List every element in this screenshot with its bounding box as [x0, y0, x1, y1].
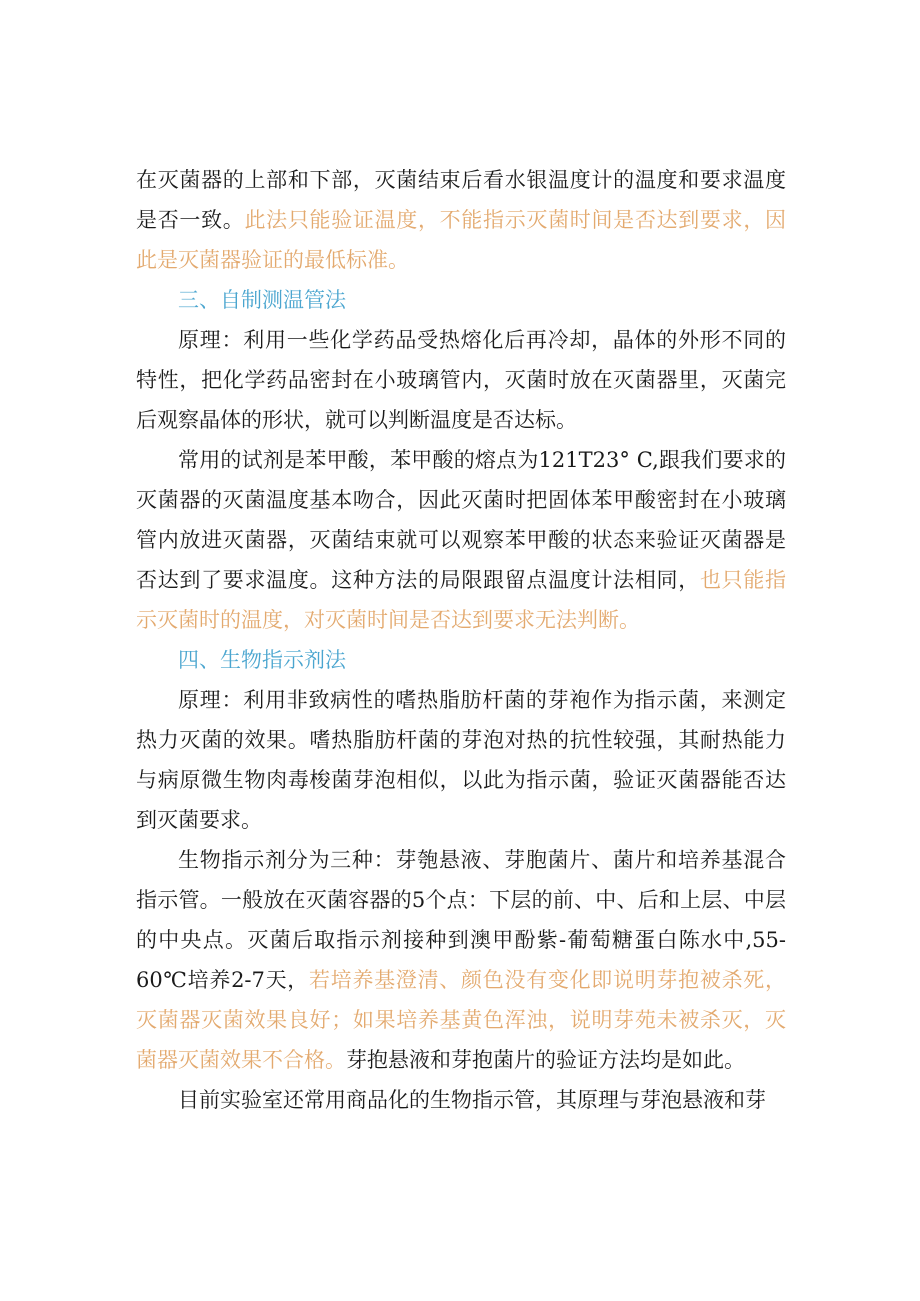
highlighted-text: 也只能指示灭菌时的温度，对灭菌时间是否达到要求无法判断。: [136, 568, 787, 632]
paragraph-text: 原理：利用一些化学药品受热熔化后再冷却，晶体的外形不同的特性，把化学药品密封在小玻璃管内，灭菌时放在灭菌器里，灭菌完后观察晶体的形状，就可以判断温度是否达标。: [136, 328, 786, 432]
body-paragraph: [136, 440, 786, 640]
paragraph-text: 四、生物指示剂法: [178, 648, 346, 672]
paragraph-text: 原理：利用非致病性的嗜热脂肪杆菌的芽袍作为指示菌，来测定热力灭菌的效果。嗜热脂肪杆菌的芽泡对热的抗性较强，其耐热能力与病原微生物肉毒梭菌芽泡相似，以此为指示菌，验证灭菌器能否达到灭菌要求。: [136, 688, 786, 832]
section-heading: [136, 640, 786, 680]
paragraph-text: 目前实验室还常用商品化的生物指示管，其原理与芽泡悬液和芽: [178, 1088, 766, 1112]
document-body: [136, 160, 786, 1120]
highlighted-text: 此法只能验证温度，不能指示灭菌时间是否达到要求，因此是灭菌器验证的最低标准。: [136, 208, 787, 272]
body-paragraph: [136, 680, 786, 840]
highlighted-text: 若培养基澄清、颜色没有变化即说明芽抱被杀死，灭菌器灭菌效果良好；如果培养基黄色浑浊，说明芽苑未被杀灭，灭菌器灭菌效果不合格。: [136, 968, 787, 1072]
body-paragraph: [136, 1080, 786, 1120]
body-paragraph: [136, 840, 786, 1080]
section-heading: [136, 280, 786, 320]
paragraph-text: 在灭菌器的上部和下部，灭菌结束后看水银温度计的温度和要求温度是否一致。: [136, 168, 786, 232]
paragraph-text: 芽抱悬液和芽抱菌片的验证方法均是如此。: [346, 1048, 745, 1072]
paragraph-text: 生物指示剂分为三种：芽匏悬液、芽胞菌片、菌片和培养基混合指示管。一般放在灭菌容器的5个点：下层的前、中、后和上层、中层的中央点。灭菌后取指示剂接种到澳甲酚紫-葡萄糖蛋白陈水中,55-60℃培养2-7天，: [136, 848, 786, 992]
paragraph-text: 三、自制测温管法: [178, 288, 346, 312]
body-paragraph: [136, 160, 786, 280]
body-paragraph: [136, 320, 786, 440]
paragraph-text: 常用的试剂是苯甲酸，苯甲酸的熔点为121T23° C,跟我们要求的灭菌器的灭菌温度基本吻合，因此灭菌时把固体苯甲酸密封在小玻璃管内放进灭菌器，灭菌结束就可以观察苯甲酸的状态来验证灭菌器是否达到了要求温度。这种方法的局限跟留点温度计法相同，: [136, 448, 786, 592]
